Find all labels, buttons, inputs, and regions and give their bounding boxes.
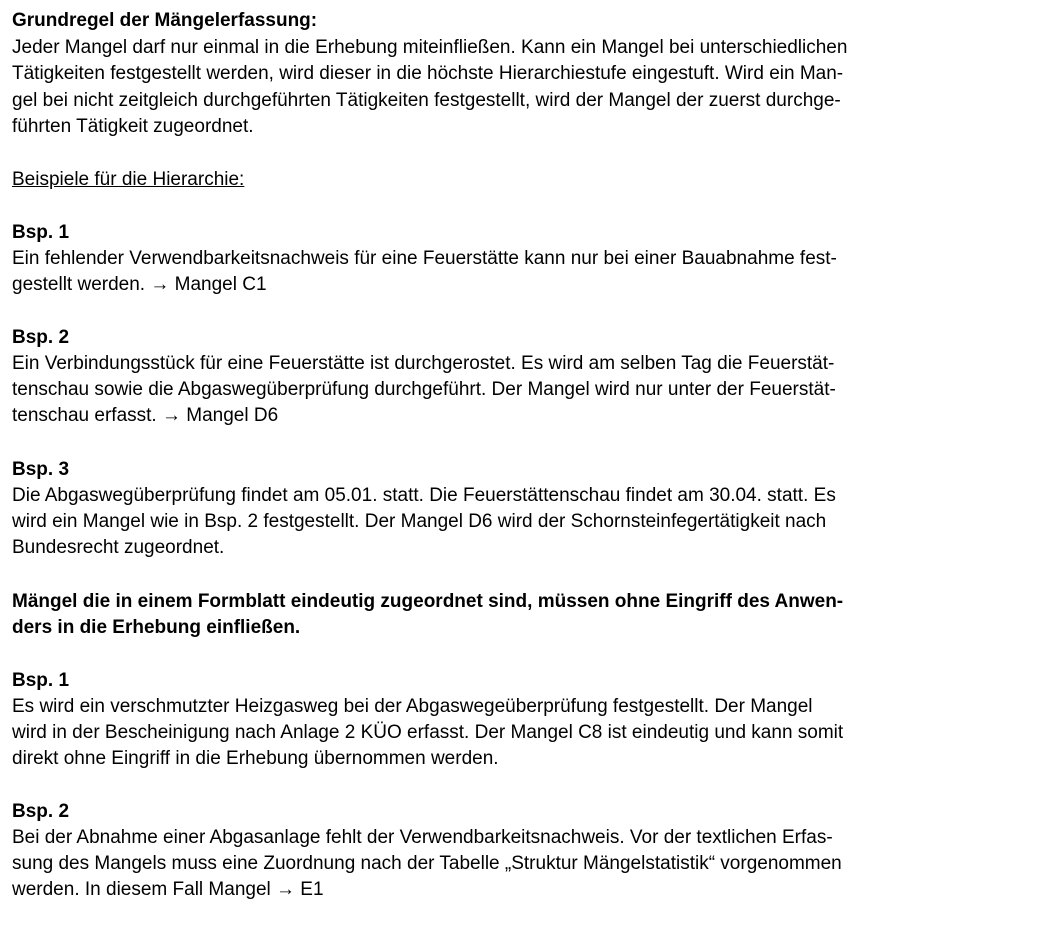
hierarchy-example-3-line-1: Die Abgaswegüberprüfung findet am 05.01. statt. Die Feuerstättenschau findet am 30.04. statt. Es bbox=[12, 485, 836, 506]
hierarchy-example-2-line-2: tenschau sowie die Abgaswegüberprüfung durchgeführt. Der Mangel wird nur unter der Feuerstät- bbox=[12, 379, 836, 400]
rule2-example-2-line-1: Bei der Abnahme einer Abgasanlage fehlt der Verwendbarkeitsnachweis. Vor der textlichen Erfas- bbox=[12, 827, 833, 848]
intro-line-4: führten Tätigkeit zugeordnet. bbox=[12, 116, 254, 137]
hierarchy-example-2-line-3: tenschau erfasst. → Mangel D6 bbox=[12, 405, 279, 426]
hierarchy-example-1-label: Bsp. 1 bbox=[12, 222, 70, 243]
rule2-example-1-line-2: wird in der Bescheinigung nach Anlage 2 KÜO erfasst. Der Mangel C8 ist eindeutig und kann somit bbox=[12, 722, 844, 743]
hierarchy-example-1-line-2: gestellt werden. → Mangel C1 bbox=[12, 274, 267, 295]
hierarchy-example-1-line-1: Ein fehlender Verwendbarkeitsnachweis für eine Feuerstätte kann nur bei einer Bauabnahme fest- bbox=[12, 248, 837, 269]
rule2-example-1-line-1: Es wird ein verschmutzter Heizgasweg bei der Abgaswegeüberprüfung festgestellt. Der Mangel bbox=[12, 696, 813, 717]
hierarchy-title: Beispiele für die Hierarchie: bbox=[12, 169, 245, 190]
hierarchy-example-3-label: Bsp. 3 bbox=[12, 459, 70, 480]
rule2-example-2-label: Bsp. 2 bbox=[12, 801, 70, 822]
intro-line-2: Tätigkeiten festgestellt werden, wird dieser in die höchste Hierarchiestufe eingestuft. Wird ein Man- bbox=[12, 63, 844, 84]
rule2-example-2-line-3: werden. In diesem Fall Mangel → E1 bbox=[12, 879, 324, 900]
rule2-example-1-label: Bsp. 1 bbox=[12, 670, 70, 691]
intro-line-1: Jeder Mangel darf nur einmal in die Erhebung miteinfließen. Kann ein Mangel bei unterschiedlichen bbox=[12, 37, 848, 58]
section-heading: Grundregel der Mängelerfassung: bbox=[12, 10, 318, 31]
rule2-example-2-line-2: sung des Mangels muss eine Zuordnung nach der Tabelle „Struktur Mängelstatistik“ vorgenommen bbox=[12, 853, 842, 874]
rule2-example-1-line-3: direkt ohne Eingriff in die Erhebung übernommen werden. bbox=[12, 748, 499, 769]
rule2-line-2: ders in die Erhebung einfließen. bbox=[12, 617, 301, 638]
hierarchy-example-3-line-3: Bundesrecht zugeordnet. bbox=[12, 537, 225, 558]
rule2-line-1: Mängel die in einem Formblatt eindeutig zugeordnet sind, müssen ohne Eingriff des Anwen- bbox=[12, 591, 844, 612]
hierarchy-example-3-line-2: wird ein Mangel wie in Bsp. 2 festgestellt. Der Mangel D6 wird der Schornsteinfegertätigkeit nach bbox=[12, 511, 827, 532]
hierarchy-example-2-label: Bsp. 2 bbox=[12, 327, 70, 348]
intro-line-3: gel bei nicht zeitgleich durchgeführten Tätigkeiten festgestellt, wird der Mangel der zuerst durchge- bbox=[12, 90, 841, 111]
hierarchy-example-2-line-1: Ein Verbindungsstück für eine Feuerstätte ist durchgerostet. Es wird am selben Tag die Feuerstät- bbox=[12, 353, 835, 374]
